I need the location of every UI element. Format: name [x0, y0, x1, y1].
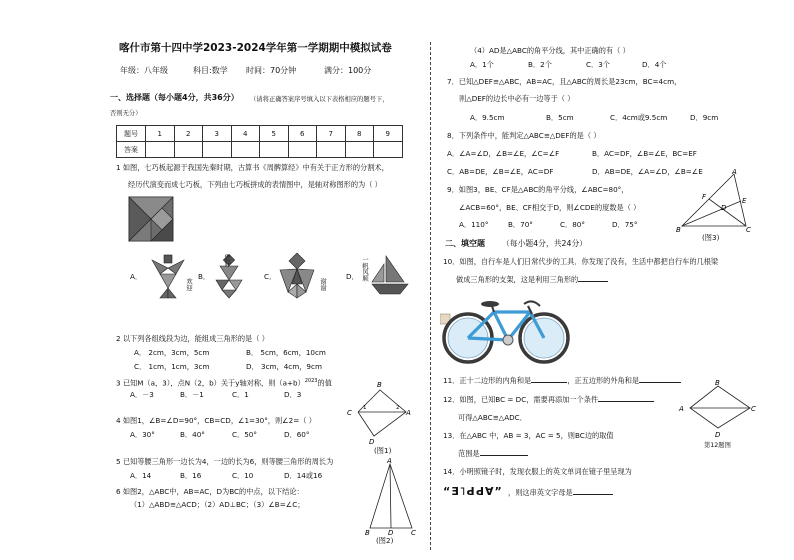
q11-text-b: ，正五边形的外角和是 — [567, 376, 640, 385]
answer-cell[interactable] — [203, 142, 232, 158]
tangram-square-figure — [128, 196, 174, 242]
q2-option-c[interactable]: C． 1cm，1cm，3cm — [134, 362, 210, 371]
q14-line1: 14．小明照镜子时，发现衣服上的英文单词在镜子里呈现为 — [443, 467, 632, 476]
q7-option-c[interactable]: C．4cm或9.5cm — [610, 113, 668, 122]
q7-option-d[interactable]: D．9cm — [690, 113, 719, 122]
q1-option-a[interactable]: A． — [130, 272, 143, 281]
fig3-label-d: D — [721, 204, 727, 212]
score-info: 满分：100分 — [324, 66, 372, 75]
answer-cell[interactable] — [374, 142, 403, 158]
q5-option-b[interactable]: B．16 — [180, 471, 202, 480]
q6-option-a[interactable]: A．1个 — [470, 60, 494, 69]
fig1-label-a: A — [406, 409, 411, 417]
q9-line2: ∠ACB=60°，BE、CF相交于D，则∠CDE的度数是（ ） — [459, 203, 641, 212]
q9-option-a[interactable]: A．110° — [459, 220, 489, 229]
q3-text-end: 的值 — [317, 378, 332, 388]
q1-option-c[interactable]: C． — [264, 272, 277, 281]
q7-line1: 7．已知△DEF≌△ABC，AB=AC，且△ABC的周长是23cm，BC=4cm， — [447, 77, 682, 86]
table-row-header — [117, 126, 403, 142]
fig12-label-c: C — [751, 405, 756, 413]
q1-line1: 1 如图，七巧板起源于我国先秦时期，古算书《周髀算经》中有关于正方形的分割术， — [116, 163, 389, 172]
q6-line1: 6 如图2，△ABC中，AB=AC，D为BC的中点，以下结论： — [116, 487, 304, 496]
fig2-label-d: D — [388, 529, 394, 536]
q3-exponent: 2023 — [304, 378, 318, 384]
q6-line3: （4）AD是△ABC的角平分线，其中正确的有（ ） — [470, 46, 630, 55]
table-cell: 答案 — [117, 142, 146, 158]
figure-1-caption: (图1) — [374, 446, 392, 455]
fig2-label-b: B — [365, 529, 370, 536]
table-cell: 1 — [146, 126, 175, 142]
q10-text: 做成三角形的支架，这是利用三角形的 — [456, 275, 579, 284]
figure-2-caption: (图2) — [376, 536, 394, 545]
q8-option-b[interactable]: B．AC=DF，∠B=∠E，BC=EF — [592, 149, 697, 158]
mirrored-word: “Ǝ˥ԀԀⱯ” — [443, 485, 503, 498]
fig12-label-d: D — [715, 431, 721, 439]
q9-option-d[interactable]: D．75° — [612, 220, 638, 229]
q6-line2: （1）△ABD≌△ACD；（2）AD⊥BC；（3）∠B=∠C； — [130, 500, 305, 509]
q4-option-d[interactable]: D．60° — [284, 430, 310, 439]
section2-note: （每小题4分，共24分） — [502, 239, 588, 248]
q13-line1: 13．在△ABC 中，AB = 3，AC = 5，则BC边的取值 — [443, 431, 614, 440]
answer-cell[interactable] — [146, 142, 175, 158]
q6-option-d[interactable]: D．4个 — [642, 60, 667, 69]
fig3-label-f: F — [702, 193, 707, 201]
table-cell: 3 — [203, 126, 232, 142]
figure-12-diagram — [678, 378, 758, 442]
section2-heading: 二、填空题 — [445, 239, 485, 248]
q6-option-c[interactable]: C．3个 — [586, 60, 610, 69]
q5-line1: 5 已知等腰三角形一边长为4，一边的长为6，则等腰三角形的周长为 — [116, 457, 334, 466]
answer-table — [116, 125, 403, 158]
q11-blank-b[interactable] — [639, 382, 681, 383]
q13-blank[interactable] — [480, 455, 528, 456]
figure-3-diagram — [674, 168, 754, 236]
q12-line1 — [443, 395, 654, 404]
section1-heading: 一、选择题（每小题4分，共36分） — [110, 93, 239, 102]
table-cell: 5 — [260, 126, 289, 142]
column-divider — [430, 42, 431, 550]
fig1-label-d: D — [369, 438, 375, 446]
q8-option-c[interactable]: C．AB=DE，∠B=∠E，AC=DF — [447, 167, 554, 176]
answer-cell[interactable] — [174, 142, 203, 158]
fig12-label-b: B — [715, 379, 720, 387]
q3-line1 — [116, 377, 332, 387]
q1-option-b[interactable]: B． — [198, 272, 211, 281]
table-cell: 9 — [374, 126, 403, 142]
fig3-label-b: B — [676, 226, 681, 234]
q6-option-b[interactable]: B．2个 — [528, 60, 552, 69]
tangram-b-caption: 您好 — [223, 254, 230, 267]
tangram-sailboat-figure — [370, 254, 410, 300]
q9-option-c[interactable]: C．80° — [560, 220, 585, 229]
q11-line — [443, 376, 681, 385]
q5-option-a[interactable]: A．14 — [130, 471, 152, 480]
fig1-label-b: B — [377, 381, 382, 389]
q8-line1: 8．下列条件中，能判定△ABC≌△DEF的是（ ） — [447, 131, 601, 140]
q13-line2 — [458, 449, 528, 458]
bicycle-illustration — [440, 292, 572, 366]
time-info: 时间：70分钟 — [246, 66, 297, 75]
tangram-d-caption: 一帆风顺 — [361, 256, 368, 282]
table-cell: 8 — [345, 126, 374, 142]
figure-12-caption: 第12题图 — [704, 442, 731, 449]
q7-option-a[interactable]: A．9.5cm — [470, 113, 505, 122]
q3-text: 3 已知M（a，3），点N（2，b）关于y轴对称，则（a+b） — [116, 378, 305, 388]
q14-line2 — [508, 488, 613, 497]
q8-option-d[interactable]: D．AB=DE，∠A=∠D，∠B=∠E — [592, 167, 703, 176]
q10-blank[interactable] — [578, 281, 608, 282]
fig1-label-c: C — [347, 409, 352, 417]
table-row-answers — [117, 142, 403, 158]
q4-option-b[interactable]: B．40° — [180, 430, 205, 439]
q2-option-b[interactable]: B． 5cm，6cm，10cm — [246, 348, 326, 357]
answer-cell[interactable] — [260, 142, 289, 158]
table-cell: 6 — [288, 126, 317, 142]
figure-3-caption: (图3) — [702, 233, 720, 242]
fig12-label-a: A — [679, 405, 684, 413]
q9-option-b[interactable]: B．70° — [508, 220, 533, 229]
q12-blank[interactable] — [598, 401, 654, 402]
q9-line1: 9．如图3，BE、CF是△ABC的角平分线，∠ABC=80°， — [447, 185, 629, 194]
q2-option-a[interactable]: A． 2cm，3cm，5cm — [134, 348, 210, 357]
figure-1-diagram — [344, 378, 414, 450]
q2-option-d[interactable]: D． 3cm，4cm，9cm — [246, 362, 322, 371]
q4-option-c[interactable]: C．50° — [232, 430, 257, 439]
table-cell: 7 — [317, 126, 346, 142]
q3-option-b[interactable]: B．－1 — [180, 390, 204, 399]
section1-note2: 否则无分） — [110, 110, 142, 117]
q13-text: 范围是 — [458, 449, 480, 458]
table-cell: 题号 — [117, 126, 146, 142]
q10-line2 — [456, 275, 608, 284]
answer-cell[interactable] — [288, 142, 317, 158]
grade-info: 年级：八年级 — [120, 66, 168, 75]
table-cell: 4 — [231, 126, 260, 142]
q11-blank-a[interactable] — [531, 382, 567, 383]
q12-line2: 可得△ABC≌△ADC． — [458, 413, 527, 422]
tangram-c-caption: 谢谢 — [319, 278, 326, 291]
fig3-label-e: E — [742, 197, 747, 205]
q12-text: 12．如图，已知BC = DC，需要再添加一个条件 — [443, 395, 599, 404]
answer-cell[interactable] — [317, 142, 346, 158]
subject-info: 科目:数学 — [193, 66, 228, 75]
q4-line1: 4 如图1，∠B=∠D=90°，CB=CD，∠1=30°，则∠2=（ ） — [116, 416, 316, 425]
q7-option-b[interactable]: B．5cm — [546, 113, 574, 122]
q7-line2: 则△DEF的边长中必有一边等于（ ） — [459, 94, 575, 103]
q1-option-d[interactable]: D． — [346, 272, 359, 281]
q3-option-a[interactable]: A．－3 — [130, 390, 154, 399]
q11-text-a: 11．正十二边形的内角和是 — [443, 376, 532, 385]
answer-cell[interactable] — [231, 142, 260, 158]
q14-blank[interactable] — [573, 494, 613, 495]
q3-option-d[interactable]: D．3 — [284, 390, 302, 399]
q4-option-a[interactable]: A．30° — [130, 430, 155, 439]
figure-2-diagram — [360, 456, 420, 536]
fig1-angle-1: 1 — [363, 405, 367, 411]
section1-note: （请将正确答案序号填入以下表格相应的题号下， — [250, 96, 389, 103]
table-cell: 2 — [174, 126, 203, 142]
q14-text: ，则这串英文字母是 — [508, 488, 573, 497]
fig3-label-c: C — [746, 226, 751, 234]
q3-option-c[interactable]: C．1 — [232, 390, 249, 399]
fig2-label-a: A — [387, 457, 392, 465]
tangram-welcome-figure — [148, 254, 188, 300]
q5-option-d[interactable]: D．14或16 — [284, 471, 323, 480]
tangram-a-caption: 欢迎 — [185, 278, 192, 291]
page-title: 喀什市第十四中学2023-2024学年第一学期期中模拟试卷 — [119, 42, 392, 54]
fig3-label-a: A — [732, 168, 737, 176]
q8-option-a[interactable]: A．∠A=∠D，∠B=∠E，∠C=∠F — [447, 149, 560, 158]
q5-option-c[interactable]: C．10 — [232, 471, 254, 480]
fig2-label-c: C — [411, 529, 416, 536]
q1-line2: 经历代演变而成七巧板，下列由七巧板拼成的表情图中，是轴对称图形的为（ ） — [128, 180, 382, 189]
answer-cell[interactable] — [345, 142, 374, 158]
fig1-angle-2: 2 — [396, 405, 400, 411]
q10-line1: 10．如图，自行车是人们日常代步的工具．你发现了没有，生活中都把自行车的几根梁 — [443, 257, 719, 266]
q2-line1: 2 以下列各组线段为边，能组成三角形的是（ ） — [116, 334, 269, 343]
tangram-thanks-figure — [278, 252, 316, 300]
